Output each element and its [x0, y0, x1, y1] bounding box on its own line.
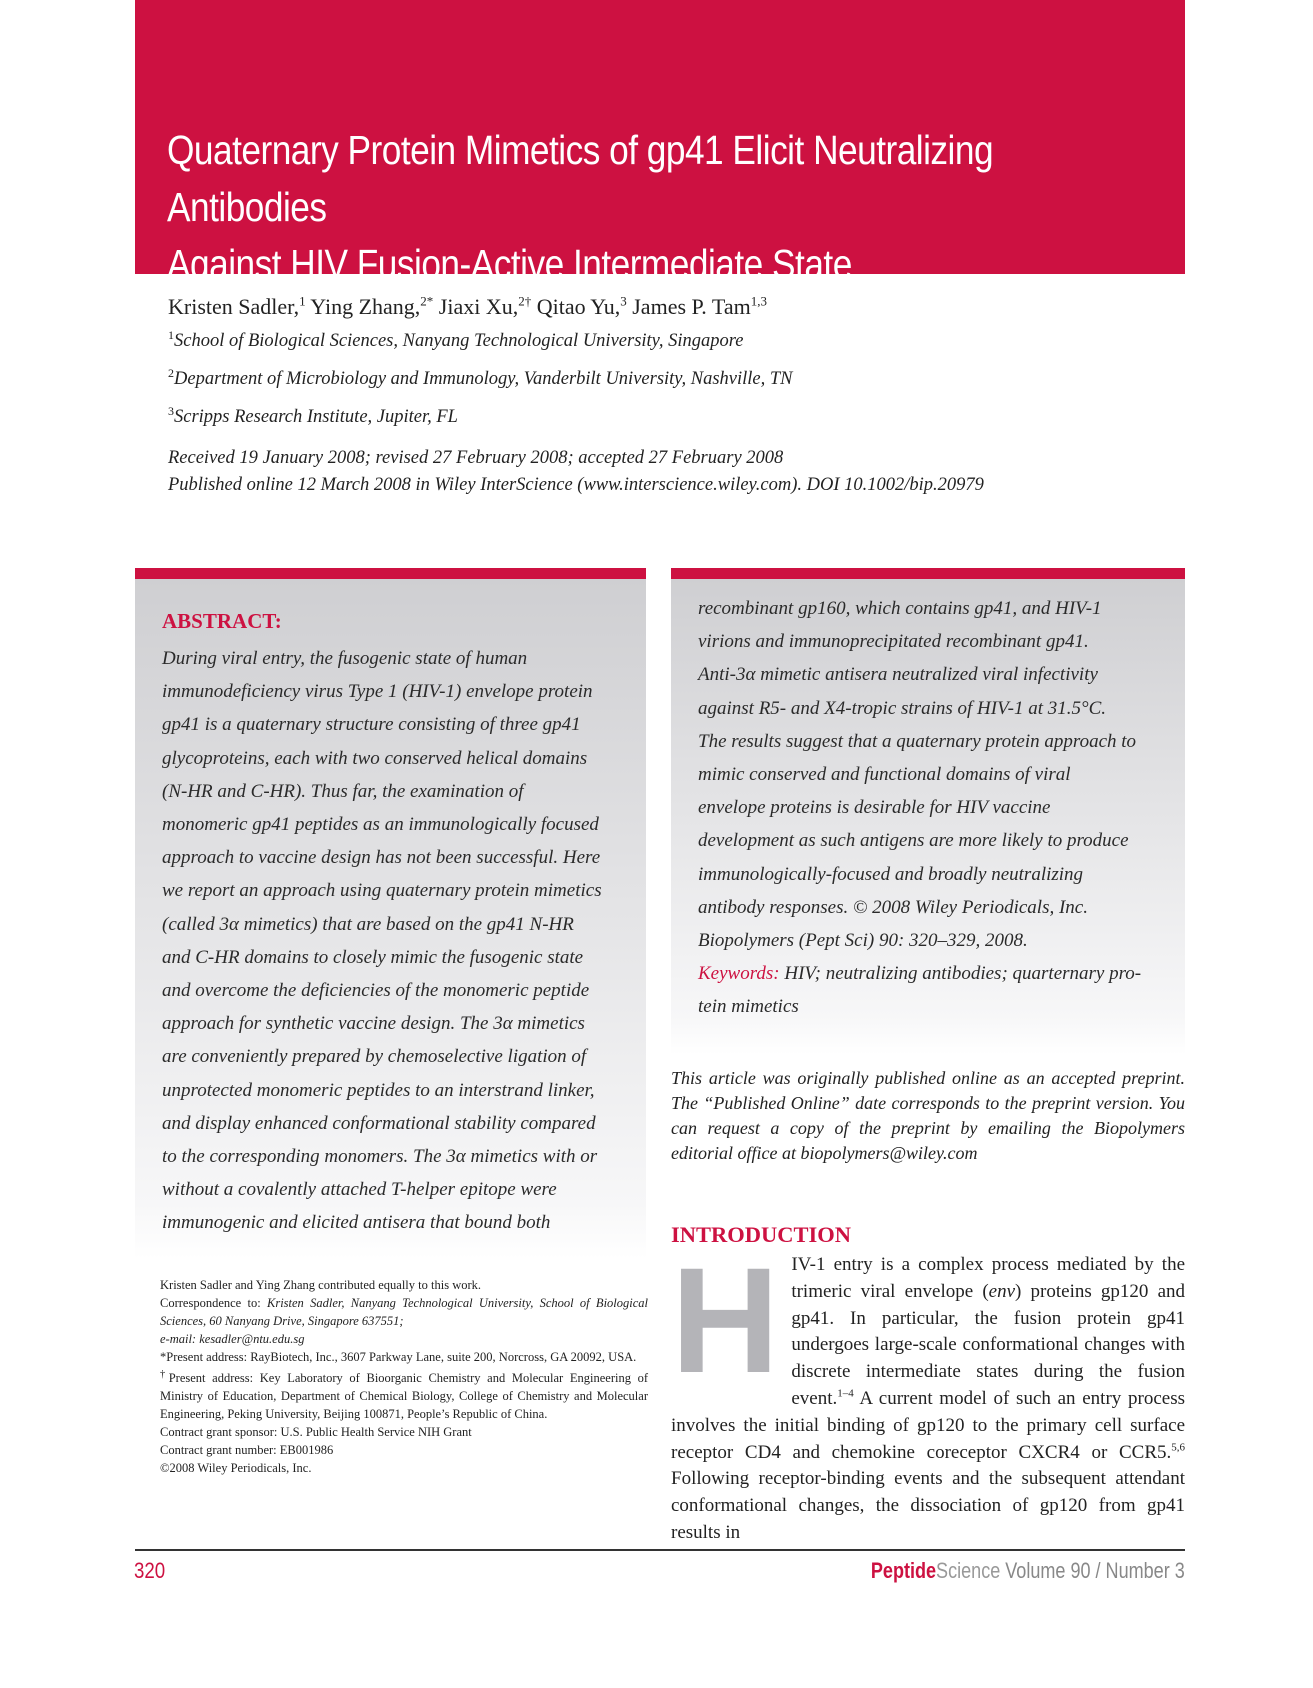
- footnote-present-address-1: *Present address: RayBiotech, Inc., 3607 Parkway Lane, suite 200, Norcross, GA 20092, USA.: [160, 1350, 637, 1364]
- keywords-text: HIV; neutralizing antibodies; quarternary pro-: [779, 963, 1142, 985]
- author: Jiaxi Xu,$^{2\dagger}$: [438, 294, 532, 320]
- affiliation: $^1$School of Biological Sciences, Nanyang Technological University, Singapore: [168, 328, 744, 352]
- author: Qitao Yu,$^3$: [536, 294, 627, 320]
- received-dates: Received 19 January 2008; revised 27 February 2008; accepted 27 February 2008: [168, 448, 784, 468]
- footnote-present-address-2: †Present address: Key Laboratory of Bioorganic Chemistry and Molecular Engineering of Ministry of Education, Department of Chemical Biology, College of Chemistry and Molecular Engineering, Peking University, Beijing 100871, People’s Republic of China.: [160, 1369, 649, 1422]
- introduction-heading: INTRODUCTION: [671, 1222, 852, 1247]
- keywords-label: Keywords:: [698, 963, 780, 985]
- preprint-note: This article was originally published online as an accepted preprint. The “Published Online” date corresponds to the preprint version. You can request a copy of the preprint by emailing the Biopolymers editorial office at biopolymers@wiley.com: [671, 1068, 1185, 1163]
- abstract-box-left: [135, 568, 646, 1259]
- keywords-text-cont: tein mimetics: [698, 996, 799, 1018]
- author-list: [168, 294, 767, 320]
- author: James P. Tam$^{1,3}$: [632, 294, 767, 320]
- footnote-contribution: Kristen Sadler and Ying Zhang contributed equally to this work.: [160, 1278, 482, 1292]
- affiliation: $^2$Department of Microbiology and Immunology, Vanderbilt University, Nashville, TN: [168, 366, 793, 390]
- abstract-box-right: [671, 568, 1185, 1055]
- footnotes: [160, 1276, 648, 1477]
- abstract-heading: ABSTRACT:: [162, 609, 282, 633]
- introduction-text: HIV-1 entry is a complex process mediated by the trimeric viral envelope (env) proteins gp120 and gp41. In particular, the fusion protein gp41 undergoes large-scale conformational changes with discrete intermediate states during the fusion event.$^{1-4}$ A current model of such an entry process involves the initial binding of gp120 to the primary cell surface receptor CD4 and chemokine coreceptor CXCR4 or CCR5.$^{5,6}$ Following receptor-binding events and the subsequent attendant conformational changes, the dissociation of gp120 from gp41 results in: [671, 1236, 1185, 1543]
- journal-info: PeptideScience Volume 90 / Number 3: [871, 1558, 1185, 1583]
- title-banner: [135, 0, 1185, 287]
- author: Ying Zhang,$^{2*}$: [310, 294, 434, 320]
- abstract-text-right: recombinant gp160, which contains gp41, and HIV-1 virions and immunoprecipitated recombinant gp41. Anti-3α mimetic antisera neutralized viral infectivity against R5- and X4-tropic strains of HIV-1 at 31.5°C. The results suggest that a quaternary protein approach to mimic conserved and functional domains of viral envelope proteins is desirable for HIV vaccine development as such antigens are more likely to produce immunologically-focused and broadly neutralizing antibody responses. © 2008 Wiley Periodicals, Inc. Biopolymers (Pept Sci) 90: 320–329, 2008. Keywords: HIV; neutralizing antibodies; quarternary pro- tein mimetics: [698, 598, 1142, 1018]
- page-number: 320: [134, 1558, 166, 1583]
- abstract-text-left: During viral entry, the fusogenic state of human immunodeficiency virus Type 1 (HIV-1) envelope protein gp41 is a quaternary structure consisting of three gp41 glycoproteins, each with two conserved helical domains (N-HR and C-HR). Thus far, the examination of monomeric gp41 peptides as an immunologically focused approach to vaccine design has not been successful. Here we report an approach using quaternary protein mimetics (called 3α mimetics) that are based on the gp41 N-HR and C-HR domains to closely mimic the fusogenic state and overcome the deficiencies of the monomeric peptide approach for synthetic vaccine design. The 3α mimetics are conveniently prepared by chemoselective ligation of unprotected monomeric peptides to an interstrand linker, and display enhanced conformational stability compared to the corresponding monomers. The 3α mimetics with or without a covalently attached T-helper epitope were immunogenic and elicited antisera that bound both: [162, 648, 602, 1234]
- footer-rule: [135, 1549, 1185, 1551]
- footnote-copyright: ©2008 Wiley Periodicals, Inc.: [160, 1461, 312, 1476]
- footnote-grant-number: Contract grant number: EB001986: [160, 1443, 334, 1458]
- footnote-grant-sponsor: Contract grant sponsor: U.S. Public Health Service NIH Grant: [160, 1425, 472, 1440]
- drop-cap: H: [671, 1236, 780, 1404]
- footnote-correspondence: Correspondence to: Kristen Sadler, Nanyang Technological University, School of Biological Sciences, 60 Nanyang Drive, Singapore 637551;: [160, 1296, 649, 1328]
- affiliation: $^3$Scripps Research Institute, Jupiter, FL: [168, 404, 458, 428]
- footnote-email: e-mail: kesadler@ntu.edu.sg: [160, 1332, 305, 1346]
- author: Kristen Sadler,$^1$: [168, 294, 306, 320]
- published-info: Published online 12 March 2008 in Wiley InterScience (www.interscience.wiley.com). DOI 10.1002/bip.20979: [168, 475, 984, 495]
- article-title: Quaternary Protein Mimetics of gp41 Elicit Neutralizing Antibodies Against HIV Fusion-Active Intermediate State: [167, 127, 994, 287]
